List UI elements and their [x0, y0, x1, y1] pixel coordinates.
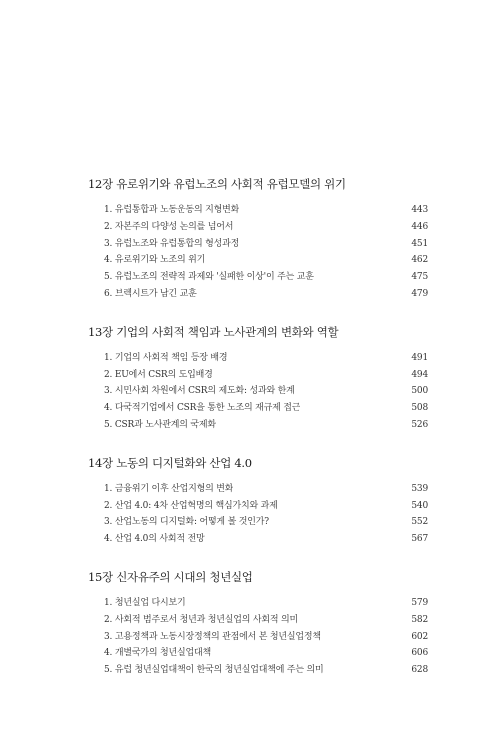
toc-entry [88, 514, 428, 531]
chapter-title: 12장 유로위기와 유럽노조의 사회적 유럽모델의 위기 [88, 177, 346, 191]
entry-page-number: 628 [411, 665, 428, 676]
entry-title: 5. 유럽 청년실업대책이 한국의 청년실업대책에 주는 의미 [104, 665, 324, 676]
toc-entry [88, 531, 428, 548]
chapter-title: 14장 노동의 디지털화와 산업 4.0 [88, 455, 252, 470]
toc-entry [88, 417, 428, 434]
chapter-title: 15장 신자유주의 시대의 청년실업 [88, 569, 253, 584]
entry-title: 4. 산업 4.0의 사회적 전망 [104, 534, 205, 545]
entry-page-number: 443 [411, 205, 428, 215]
entry-title: 2. 자본주의 다양성 논의를 넘어서 [104, 221, 234, 232]
entry-page-number: 508 [411, 403, 428, 414]
entry-page-number: 462 [411, 255, 428, 266]
entry-title: 2. 사회적 범주로서 청년과 청년실업의 사회적 의미 [104, 614, 299, 625]
entry-page-number: 552 [411, 517, 428, 528]
entry-title: 3. 유럽노조와 유럽통합의 형성과정 [104, 238, 240, 249]
entry-page-number: 579 [411, 597, 428, 608]
entry-title: 4. 유로위기와 노조의 위기 [104, 255, 206, 266]
entry-page-number: 500 [411, 386, 428, 397]
toc-entry [88, 481, 428, 498]
toc-entry [88, 367, 428, 384]
entry-title: 3. 산업노동의 디지털화: 어떻게 볼 것인가? [104, 517, 269, 528]
toc-entry [88, 645, 428, 662]
entry-page-number: 567 [411, 534, 428, 545]
toc-entry [88, 286, 428, 303]
toc-entry [88, 383, 428, 400]
entry-page-number: 451 [411, 238, 428, 249]
toc-entry [88, 612, 428, 629]
entry-title: 5. 유럽노조의 전략적 과제와 '실패한 이상'이 주는 교훈 [104, 272, 314, 283]
toc-entry [88, 202, 428, 219]
entry-page-number: 526 [411, 419, 428, 430]
toc-entry [88, 350, 428, 367]
toc-entry [88, 498, 428, 515]
entry-page-number: 602 [411, 631, 428, 642]
entry-title: 1. 유럽통합과 노동운동의 지형변화 [104, 205, 240, 215]
entry-page-number: 491 [411, 352, 428, 363]
entry-title: 1. 금융위기 이후 산업지형의 변화 [104, 483, 234, 494]
table-of-contents [88, 176, 428, 700]
entry-page-number: 582 [411, 614, 428, 625]
entry-title: 1. 기업의 사회적 책임 등장 배경 [104, 352, 228, 363]
entry-title: 2. 산업 4.0: 4차 산업혁명의 핵심가치와 과제 [104, 500, 278, 511]
entry-title: 6. 브렉시트가 남긴 교훈 [104, 288, 197, 299]
chapter-15 [88, 569, 428, 679]
entry-title: 4. 개별국가의 청년실업대책 [104, 648, 211, 659]
toc-entry [88, 400, 428, 417]
toc-entry [88, 595, 428, 612]
entry-page-number: 540 [411, 500, 428, 511]
entry-page-number: 539 [411, 483, 428, 494]
toc-entry [88, 236, 428, 253]
chapter-14 [88, 455, 428, 548]
entry-title: 4. 다국적기업에서 CSR을 통한 노조의 재규제 접근 [104, 403, 301, 414]
toc-entry [88, 629, 428, 646]
entry-title: 1. 청년실업 다시보기 [104, 597, 186, 608]
entry-page-number: 446 [411, 221, 428, 232]
entry-page-number: 479 [411, 288, 428, 299]
entry-page-number: 606 [411, 648, 428, 659]
toc-entry [88, 269, 428, 286]
entry-page-number: 475 [411, 272, 428, 283]
chapter-title: 13장 기업의 사회적 책임과 노사관계의 변화와 역할 [88, 324, 339, 339]
toc-entry [88, 252, 428, 269]
entry-page-number: 494 [411, 369, 428, 380]
entry-title: 3. 시민사회 차원에서 CSR의 제도화: 성과와 한계 [104, 386, 295, 397]
toc-entry [88, 662, 428, 679]
chapter-13 [88, 324, 428, 434]
chapter-12 [88, 176, 428, 303]
toc-entry [88, 219, 428, 236]
entry-title: 3. 고용정책과 노동시장정책의 관점에서 본 청년실업정책 [104, 631, 321, 642]
entry-title: 2. EU에서 CSR의 도입배경 [104, 369, 213, 380]
entry-title: 5. CSR과 노사관계의 국제화 [104, 419, 216, 430]
